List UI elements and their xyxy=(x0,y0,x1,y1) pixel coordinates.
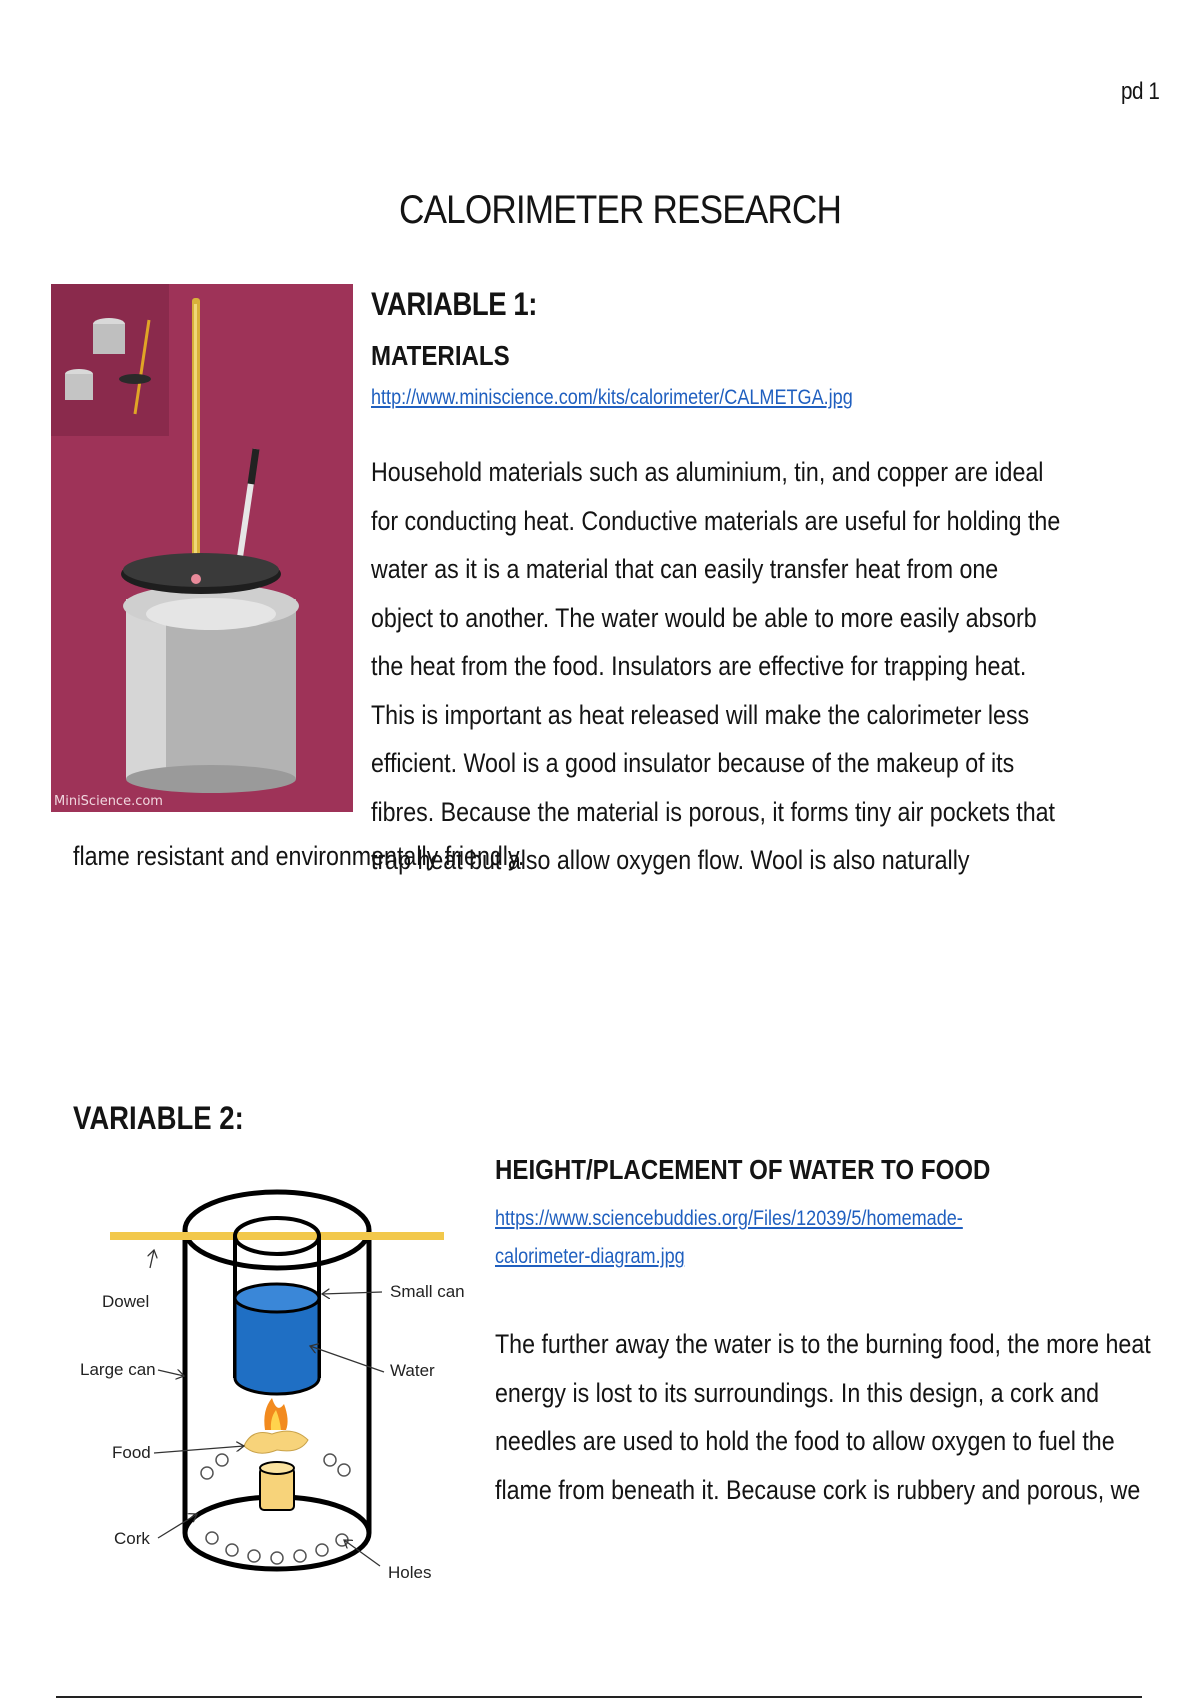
calorimeter-kit-illustration xyxy=(51,284,353,812)
label-dowel: Dowel xyxy=(102,1292,150,1311)
variable2-subheading: HEIGHT/PLACEMENT OF WATER TO FOOD xyxy=(495,1154,991,1185)
label-cork: Cork xyxy=(114,1529,150,1548)
variable1-body-tail: flame resistant and environmentally friendly. xyxy=(73,841,525,871)
calorimeter-kit-photo xyxy=(51,284,353,812)
label-large-can: Large can xyxy=(80,1360,156,1379)
variable1-body: Household materials such as aluminium, tin, and copper are ideal for conducting heat. Conductive materials are useful for holding the water as it is a material that can easily transfer heat from one object to another. The water would be able to more easily absorb the heat from the food. Insulators are effective for trapping heat. This is important as heat released will make the calorimeter less efficient. Wool is a good insulator because of the makeup of its fibres. Because the material is porous, it forms tiny air pockets that trap heat but also allow oxygen flow. Wool is also naturally xyxy=(371,457,1061,875)
label-holes: Holes xyxy=(388,1563,432,1582)
calorimeter-diagram-drawing xyxy=(72,1178,472,1598)
page-label: pd 1 xyxy=(1121,78,1160,105)
page-title: CALORIMETER RESEARCH xyxy=(398,188,842,232)
variable2-body: The further away the water is to the burning food, the more heat energy is lost to its surroundings. In this design, a cork and needles are used to hold the food to allow oxygen to fuel the flame from beneath it. Because cork is rubbery and porous, we xyxy=(495,1329,1151,1505)
label-small-can: Small can xyxy=(390,1282,465,1301)
variable1-heading: VARIABLE 1: xyxy=(371,286,538,322)
bottom-divider xyxy=(56,1696,1142,1698)
variable2-heading: VARIABLE 2: xyxy=(73,1100,244,1136)
label-food: Food xyxy=(112,1443,151,1462)
variable1-source-link[interactable]: http://www.miniscience.com/kits/calorimeter/CALMETGA.jpg xyxy=(371,386,853,409)
label-water: Water xyxy=(390,1361,435,1380)
variable1-subheading: MATERIALS xyxy=(371,340,510,371)
variable2-source-link[interactable]: https://www.sciencebuddies.org/Files/12039/5/homemade-calorimeter-diagram.jpg xyxy=(495,1207,963,1268)
homemade-calorimeter-diagram xyxy=(72,1178,472,1598)
photo-watermark: MiniScience.com xyxy=(54,794,163,809)
